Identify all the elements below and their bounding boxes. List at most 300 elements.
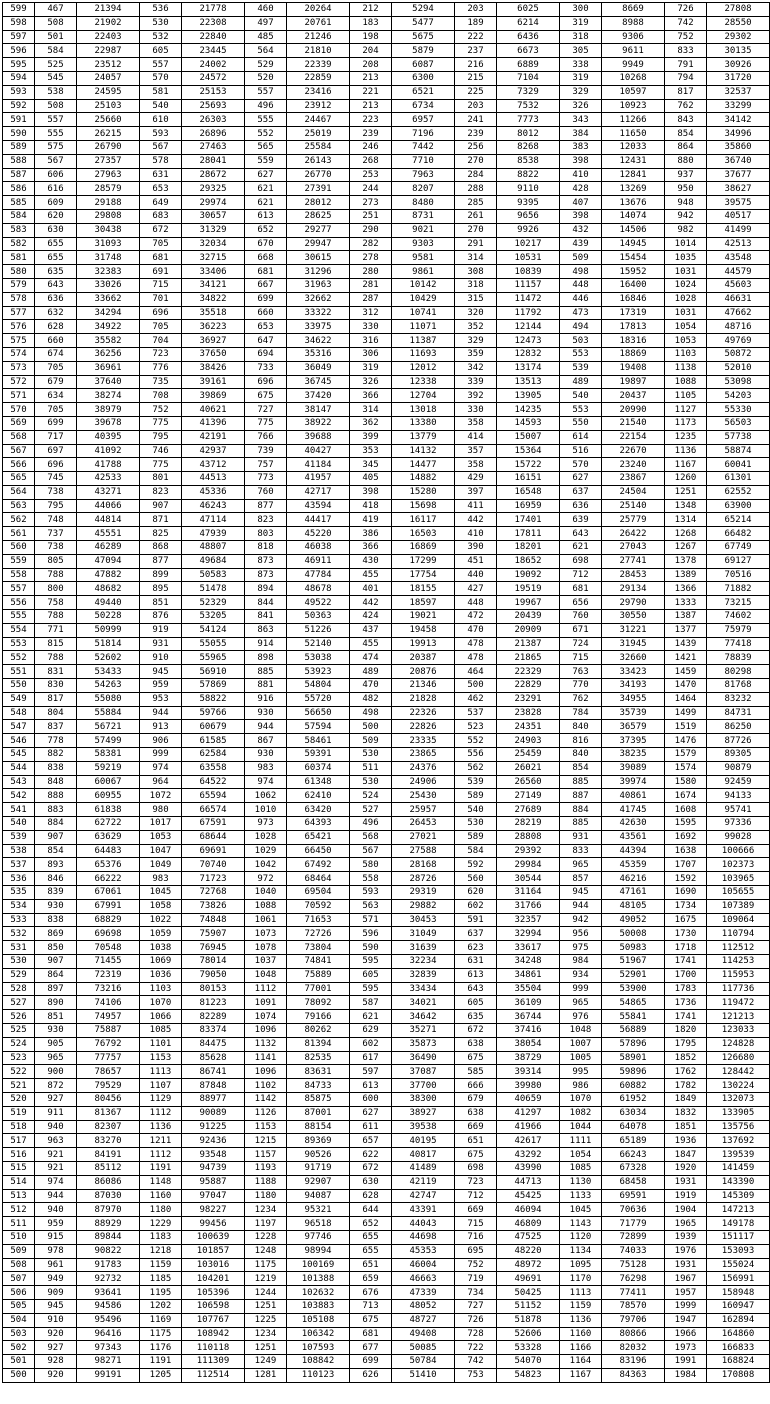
cell-cumulative-b: 44513: [182, 472, 245, 486]
cell-cumulative-d: 8207: [392, 182, 455, 196]
cell-count-e: 585: [455, 1065, 497, 1079]
cell-cumulative-c: 82535: [287, 1051, 350, 1065]
cell-cumulative-e: 36744: [497, 1010, 560, 1024]
cell-count-a: 628: [35, 320, 77, 334]
cell-cumulative-e: 16548: [497, 485, 560, 499]
cell-score: 557: [3, 582, 35, 596]
cell-count-g: 1736: [665, 996, 707, 1010]
cell-cumulative-e: 19519: [497, 582, 560, 596]
cell-cumulative-a: 97343: [77, 1341, 140, 1355]
cell-count-d: 442: [350, 596, 392, 610]
cell-count-c: 1219: [245, 1272, 287, 1286]
cell-score: 584: [3, 209, 35, 223]
cell-cumulative-g: 48716: [707, 320, 770, 334]
cell-cumulative-d: 51410: [392, 1368, 455, 1382]
table-row: [3, 513, 770, 527]
cell-count-f: 1113: [560, 1286, 602, 1300]
cell-cumulative-a: 33662: [77, 292, 140, 306]
cell-cumulative-g: 103965: [707, 872, 770, 886]
cell-count-g: 1574: [665, 761, 707, 775]
cell-cumulative-b: 78014: [182, 954, 245, 968]
cell-cumulative-e: 11157: [497, 278, 560, 292]
cell-cumulative-b: 85628: [182, 1051, 245, 1065]
cell-cumulative-g: 112512: [707, 941, 770, 955]
cell-count-e: 203: [455, 99, 497, 113]
cell-count-f: 398: [560, 154, 602, 168]
cell-count-a: 848: [35, 775, 77, 789]
cell-cumulative-g: 38627: [707, 182, 770, 196]
cell-cumulative-g: 170808: [707, 1368, 770, 1382]
cell-cumulative-f: 16400: [602, 278, 665, 292]
cell-count-c: 944: [245, 720, 287, 734]
cell-cumulative-g: 164860: [707, 1327, 770, 1341]
cell-cumulative-c: 100169: [287, 1258, 350, 1272]
cell-cumulative-c: 21810: [287, 44, 350, 58]
cell-cumulative-e: 46809: [497, 1217, 560, 1231]
cell-count-d: 622: [350, 1148, 392, 1162]
cell-cumulative-c: 33975: [287, 320, 350, 334]
cell-count-f: 956: [560, 927, 602, 941]
cell-count-d: 500: [350, 720, 392, 734]
cell-cumulative-b: 62584: [182, 748, 245, 762]
cell-count-b: 532: [140, 30, 182, 44]
cell-cumulative-c: 42717: [287, 485, 350, 499]
cell-cumulative-e: 12144: [497, 320, 560, 334]
cell-count-b: 1176: [140, 1341, 182, 1355]
cell-cumulative-e: 17401: [497, 513, 560, 527]
cell-cumulative-a: 74957: [77, 1010, 140, 1024]
cell-cumulative-f: 78570: [602, 1299, 665, 1313]
cell-count-f: 570: [560, 458, 602, 472]
cell-cumulative-g: 99028: [707, 830, 770, 844]
table-row: [3, 1217, 770, 1231]
cell-count-d: 530: [350, 775, 392, 789]
cell-count-e: 530: [455, 817, 497, 831]
cell-cumulative-f: 55841: [602, 1010, 665, 1024]
cell-cumulative-g: 135756: [707, 1120, 770, 1134]
cell-count-b: 701: [140, 292, 182, 306]
cell-count-d: 455: [350, 637, 392, 651]
cell-cumulative-b: 71723: [182, 872, 245, 886]
cell-cumulative-d: 27021: [392, 830, 455, 844]
cell-count-f: 833: [560, 844, 602, 858]
cell-count-e: 723: [455, 1175, 497, 1189]
cell-count-a: 696: [35, 458, 77, 472]
cell-cumulative-b: 97047: [182, 1189, 245, 1203]
cell-count-a: 606: [35, 168, 77, 182]
cell-count-d: 602: [350, 1037, 392, 1051]
cell-score: 551: [3, 665, 35, 679]
cell-cumulative-a: 55080: [77, 692, 140, 706]
cell-cumulative-d: 8731: [392, 209, 455, 223]
cell-cumulative-d: 28168: [392, 858, 455, 872]
cell-count-g: 1053: [665, 334, 707, 348]
cell-cumulative-c: 39688: [287, 430, 350, 444]
cell-count-f: 984: [560, 954, 602, 968]
cell-cumulative-b: 34121: [182, 278, 245, 292]
cell-cumulative-f: 25779: [602, 513, 665, 527]
cell-cumulative-d: 21346: [392, 679, 455, 693]
cell-cumulative-f: 67328: [602, 1161, 665, 1175]
cell-count-f: 614: [560, 430, 602, 444]
cell-count-b: 578: [140, 154, 182, 168]
cell-count-a: 795: [35, 499, 77, 513]
cell-score: 544: [3, 761, 35, 775]
cell-cumulative-d: 20876: [392, 665, 455, 679]
cell-cumulative-e: 37416: [497, 1023, 560, 1037]
cell-count-g: 1965: [665, 1217, 707, 1231]
cell-count-b: 735: [140, 375, 182, 389]
cell-cumulative-e: 26560: [497, 775, 560, 789]
cell-count-b: 1059: [140, 927, 182, 941]
cell-count-g: 1260: [665, 472, 707, 486]
cell-count-c: 972: [245, 872, 287, 886]
table-row: [3, 127, 770, 141]
cell-cumulative-e: 18652: [497, 554, 560, 568]
cell-cumulative-e: 32994: [497, 927, 560, 941]
cell-cumulative-f: 49052: [602, 913, 665, 927]
cell-count-c: 1175: [245, 1258, 287, 1272]
cell-cumulative-f: 20990: [602, 403, 665, 417]
cell-cumulative-a: 72319: [77, 968, 140, 982]
cell-cumulative-e: 19967: [497, 596, 560, 610]
cell-cumulative-b: 25693: [182, 99, 245, 113]
cell-count-b: 1069: [140, 954, 182, 968]
cell-count-b: 1153: [140, 1051, 182, 1065]
cell-count-g: 1707: [665, 858, 707, 872]
cell-count-e: 638: [455, 1037, 497, 1051]
cell-cumulative-b: 30657: [182, 209, 245, 223]
cell-cumulative-a: 38979: [77, 403, 140, 417]
cell-cumulative-b: 79050: [182, 968, 245, 982]
cell-count-g: 1947: [665, 1313, 707, 1327]
cell-cumulative-d: 14477: [392, 458, 455, 472]
cell-count-e: 470: [455, 623, 497, 637]
cell-count-d: 306: [350, 347, 392, 361]
cell-cumulative-a: 76792: [77, 1037, 140, 1051]
cell-cumulative-d: 29882: [392, 899, 455, 913]
cell-count-g: 791: [665, 58, 707, 72]
cell-count-c: 520: [245, 71, 287, 85]
cell-count-f: 448: [560, 278, 602, 292]
cell-cumulative-a: 25660: [77, 113, 140, 127]
cell-count-b: 704: [140, 334, 182, 348]
cell-cumulative-g: 166833: [707, 1341, 770, 1355]
cell-cumulative-f: 68458: [602, 1175, 665, 1189]
cell-score: 579: [3, 278, 35, 292]
cell-cumulative-b: 66574: [182, 803, 245, 817]
cell-cumulative-b: 32034: [182, 237, 245, 251]
cell-count-c: 873: [245, 568, 287, 582]
cell-count-e: 552: [455, 734, 497, 748]
cell-cumulative-g: 119472: [707, 996, 770, 1010]
cell-cumulative-e: 48220: [497, 1244, 560, 1258]
cell-cumulative-b: 46243: [182, 499, 245, 513]
cell-count-f: 934: [560, 968, 602, 982]
cell-count-d: 405: [350, 472, 392, 486]
cell-cumulative-c: 108842: [287, 1355, 350, 1369]
cell-count-e: 237: [455, 44, 497, 58]
cell-cumulative-f: 50983: [602, 941, 665, 955]
table-row: [3, 610, 770, 624]
cell-count-g: 1608: [665, 803, 707, 817]
cell-count-c: 675: [245, 389, 287, 403]
cell-cumulative-f: 46216: [602, 872, 665, 886]
cell-cumulative-a: 44814: [77, 513, 140, 527]
cell-cumulative-d: 39538: [392, 1120, 455, 1134]
cell-cumulative-a: 84191: [77, 1148, 140, 1162]
cell-count-f: 945: [560, 886, 602, 900]
cell-score: 578: [3, 292, 35, 306]
cell-count-b: 1107: [140, 1079, 182, 1093]
cell-count-e: 440: [455, 568, 497, 582]
cell-count-c: 983: [245, 761, 287, 775]
cell-cumulative-g: 45603: [707, 278, 770, 292]
cell-score: 518: [3, 1120, 35, 1134]
cell-cumulative-f: 71779: [602, 1217, 665, 1231]
cell-cumulative-b: 47114: [182, 513, 245, 527]
cell-cumulative-g: 61301: [707, 472, 770, 486]
cell-count-b: 823: [140, 485, 182, 499]
cell-count-f: 1166: [560, 1341, 602, 1355]
cell-count-f: 999: [560, 982, 602, 996]
cell-cumulative-g: 74602: [707, 610, 770, 624]
cell-count-d: 282: [350, 237, 392, 251]
cell-count-d: 527: [350, 803, 392, 817]
cell-cumulative-b: 112514: [182, 1368, 245, 1382]
cell-cumulative-g: 70516: [707, 568, 770, 582]
cell-count-g: 1991: [665, 1355, 707, 1369]
cell-count-a: 679: [35, 375, 77, 389]
cell-count-f: 553: [560, 347, 602, 361]
cell-count-d: 675: [350, 1313, 392, 1327]
cell-count-a: 831: [35, 665, 77, 679]
cell-cumulative-c: 56650: [287, 706, 350, 720]
cell-cumulative-f: 8669: [602, 3, 665, 17]
cell-cumulative-e: 31164: [497, 886, 560, 900]
cell-count-a: 851: [35, 1010, 77, 1024]
cell-count-f: 407: [560, 196, 602, 210]
cell-count-e: 222: [455, 30, 497, 44]
cell-score: 527: [3, 996, 35, 1010]
cell-count-e: 216: [455, 58, 497, 72]
cell-cumulative-c: 70592: [287, 899, 350, 913]
cell-cumulative-f: 39089: [602, 761, 665, 775]
cell-cumulative-d: 37087: [392, 1065, 455, 1079]
cell-cumulative-e: 34248: [497, 954, 560, 968]
table-row: [3, 472, 770, 486]
table-row: [3, 789, 770, 803]
cell-cumulative-e: 46094: [497, 1203, 560, 1217]
table-row: [3, 927, 770, 941]
cell-cumulative-b: 45336: [182, 485, 245, 499]
table-row: [3, 1106, 770, 1120]
cell-cumulative-f: 61952: [602, 1092, 665, 1106]
cell-count-g: 942: [665, 209, 707, 223]
cell-cumulative-b: 59766: [182, 706, 245, 720]
cell-count-f: 1136: [560, 1313, 602, 1327]
cell-cumulative-a: 60067: [77, 775, 140, 789]
cell-count-g: 1031: [665, 306, 707, 320]
cell-cumulative-a: 81367: [77, 1106, 140, 1120]
cell-cumulative-d: 21828: [392, 692, 455, 706]
cell-cumulative-e: 24351: [497, 720, 560, 734]
cell-count-c: 863: [245, 623, 287, 637]
cell-count-f: 540: [560, 389, 602, 403]
cell-cumulative-e: 7773: [497, 113, 560, 127]
cell-count-d: 386: [350, 527, 392, 541]
cell-cumulative-b: 24572: [182, 71, 245, 85]
cell-count-b: 899: [140, 568, 182, 582]
cell-count-g: 1378: [665, 554, 707, 568]
cell-count-g: 1014: [665, 237, 707, 251]
cell-cumulative-c: 67492: [287, 858, 350, 872]
cell-cumulative-g: 62552: [707, 485, 770, 499]
cell-cumulative-e: 10217: [497, 237, 560, 251]
cell-count-g: 1031: [665, 265, 707, 279]
cell-score: 565: [3, 472, 35, 486]
table-row: [3, 637, 770, 651]
cell-cumulative-d: 16869: [392, 541, 455, 555]
cell-cumulative-g: 126680: [707, 1051, 770, 1065]
cell-score: 553: [3, 637, 35, 651]
cell-count-c: 1248: [245, 1244, 287, 1258]
cell-cumulative-c: 66450: [287, 844, 350, 858]
cell-count-f: 539: [560, 361, 602, 375]
table-row: [3, 334, 770, 348]
cell-count-f: 1007: [560, 1037, 602, 1051]
cell-cumulative-d: 23865: [392, 748, 455, 762]
cell-cumulative-a: 67991: [77, 899, 140, 913]
cell-score: 559: [3, 554, 35, 568]
cell-count-a: 869: [35, 927, 77, 941]
cell-count-g: 864: [665, 140, 707, 154]
cell-count-c: 1153: [245, 1120, 287, 1134]
cell-cumulative-g: 124828: [707, 1037, 770, 1051]
cell-count-e: 464: [455, 665, 497, 679]
cell-cumulative-b: 87848: [182, 1079, 245, 1093]
cell-count-b: 964: [140, 775, 182, 789]
table-row: [3, 499, 770, 513]
table-row: [3, 403, 770, 417]
cell-cumulative-a: 48682: [77, 582, 140, 596]
cell-count-c: 1096: [245, 1065, 287, 1079]
cell-count-d: 208: [350, 58, 392, 72]
cell-count-e: 203: [455, 3, 497, 17]
cell-count-d: 595: [350, 954, 392, 968]
cell-cumulative-f: 77411: [602, 1286, 665, 1300]
cell-count-a: 800: [35, 582, 77, 596]
cell-count-b: 1191: [140, 1161, 182, 1175]
cell-count-c: 930: [245, 706, 287, 720]
cell-cumulative-f: 27043: [602, 541, 665, 555]
cell-count-d: 273: [350, 196, 392, 210]
table-row: [3, 596, 770, 610]
cell-count-a: 854: [35, 844, 77, 858]
cell-count-e: 442: [455, 513, 497, 527]
cell-cumulative-e: 23828: [497, 706, 560, 720]
cell-count-d: 676: [350, 1286, 392, 1300]
cell-cumulative-e: 31766: [497, 899, 560, 913]
table-row: [3, 665, 770, 679]
table-row: [3, 623, 770, 637]
cell-cumulative-g: 97336: [707, 817, 770, 831]
cell-count-b: 1101: [140, 1037, 182, 1051]
cell-score: 589: [3, 140, 35, 154]
cell-count-a: 635: [35, 265, 77, 279]
cell-score: 522: [3, 1065, 35, 1079]
cell-count-c: 1029: [245, 844, 287, 858]
cell-cumulative-b: 83374: [182, 1023, 245, 1037]
cell-cumulative-e: 8268: [497, 140, 560, 154]
cell-cumulative-g: 77418: [707, 637, 770, 651]
cell-count-g: 1820: [665, 1023, 707, 1037]
cell-count-d: 221: [350, 85, 392, 99]
cell-cumulative-e: 11472: [497, 292, 560, 306]
cell-score: 539: [3, 830, 35, 844]
cell-count-f: 944: [560, 899, 602, 913]
cell-cumulative-c: 83631: [287, 1065, 350, 1079]
cell-cumulative-f: 20437: [602, 389, 665, 403]
cell-cumulative-d: 23335: [392, 734, 455, 748]
cell-cumulative-a: 44066: [77, 499, 140, 513]
cell-count-f: 942: [560, 913, 602, 927]
cell-cumulative-b: 48807: [182, 541, 245, 555]
cell-count-d: 319: [350, 361, 392, 375]
cell-count-e: 727: [455, 1299, 497, 1313]
cell-cumulative-c: 28625: [287, 209, 350, 223]
cell-cumulative-b: 26303: [182, 113, 245, 127]
table-row: [3, 182, 770, 196]
cell-cumulative-g: 145309: [707, 1189, 770, 1203]
cell-count-d: 213: [350, 99, 392, 113]
table-row: [3, 237, 770, 251]
cell-cumulative-f: 53900: [602, 982, 665, 996]
cell-cumulative-c: 96518: [287, 1217, 350, 1231]
table-row: [3, 58, 770, 72]
cell-cumulative-f: 66243: [602, 1148, 665, 1162]
cell-count-g: 982: [665, 223, 707, 237]
cell-count-c: 885: [245, 665, 287, 679]
cell-cumulative-f: 82032: [602, 1341, 665, 1355]
cell-count-f: 503: [560, 334, 602, 348]
cell-cumulative-d: 50784: [392, 1355, 455, 1369]
cell-count-f: 1054: [560, 1148, 602, 1162]
cell-count-f: 887: [560, 789, 602, 803]
cell-count-g: 1920: [665, 1161, 707, 1175]
cell-cumulative-c: 88154: [287, 1120, 350, 1134]
cell-score: 524: [3, 1037, 35, 1051]
table-row: [3, 982, 770, 996]
cell-count-b: 801: [140, 472, 182, 486]
table-row: [3, 1079, 770, 1093]
cell-count-e: 189: [455, 16, 497, 30]
table-row: [3, 872, 770, 886]
cell-count-c: 1142: [245, 1092, 287, 1106]
cell-count-a: 864: [35, 968, 77, 982]
cell-count-c: 660: [245, 306, 287, 320]
cell-count-d: 629: [350, 1023, 392, 1037]
cell-cumulative-e: 17811: [497, 527, 560, 541]
cell-cumulative-g: 155024: [707, 1258, 770, 1272]
cell-count-f: 854: [560, 761, 602, 775]
cell-count-b: 1218: [140, 1244, 182, 1258]
cell-cumulative-f: 13676: [602, 196, 665, 210]
cell-cumulative-b: 75907: [182, 927, 245, 941]
cell-score: 571: [3, 389, 35, 403]
cell-cumulative-f: 13269: [602, 182, 665, 196]
cell-cumulative-a: 28579: [77, 182, 140, 196]
